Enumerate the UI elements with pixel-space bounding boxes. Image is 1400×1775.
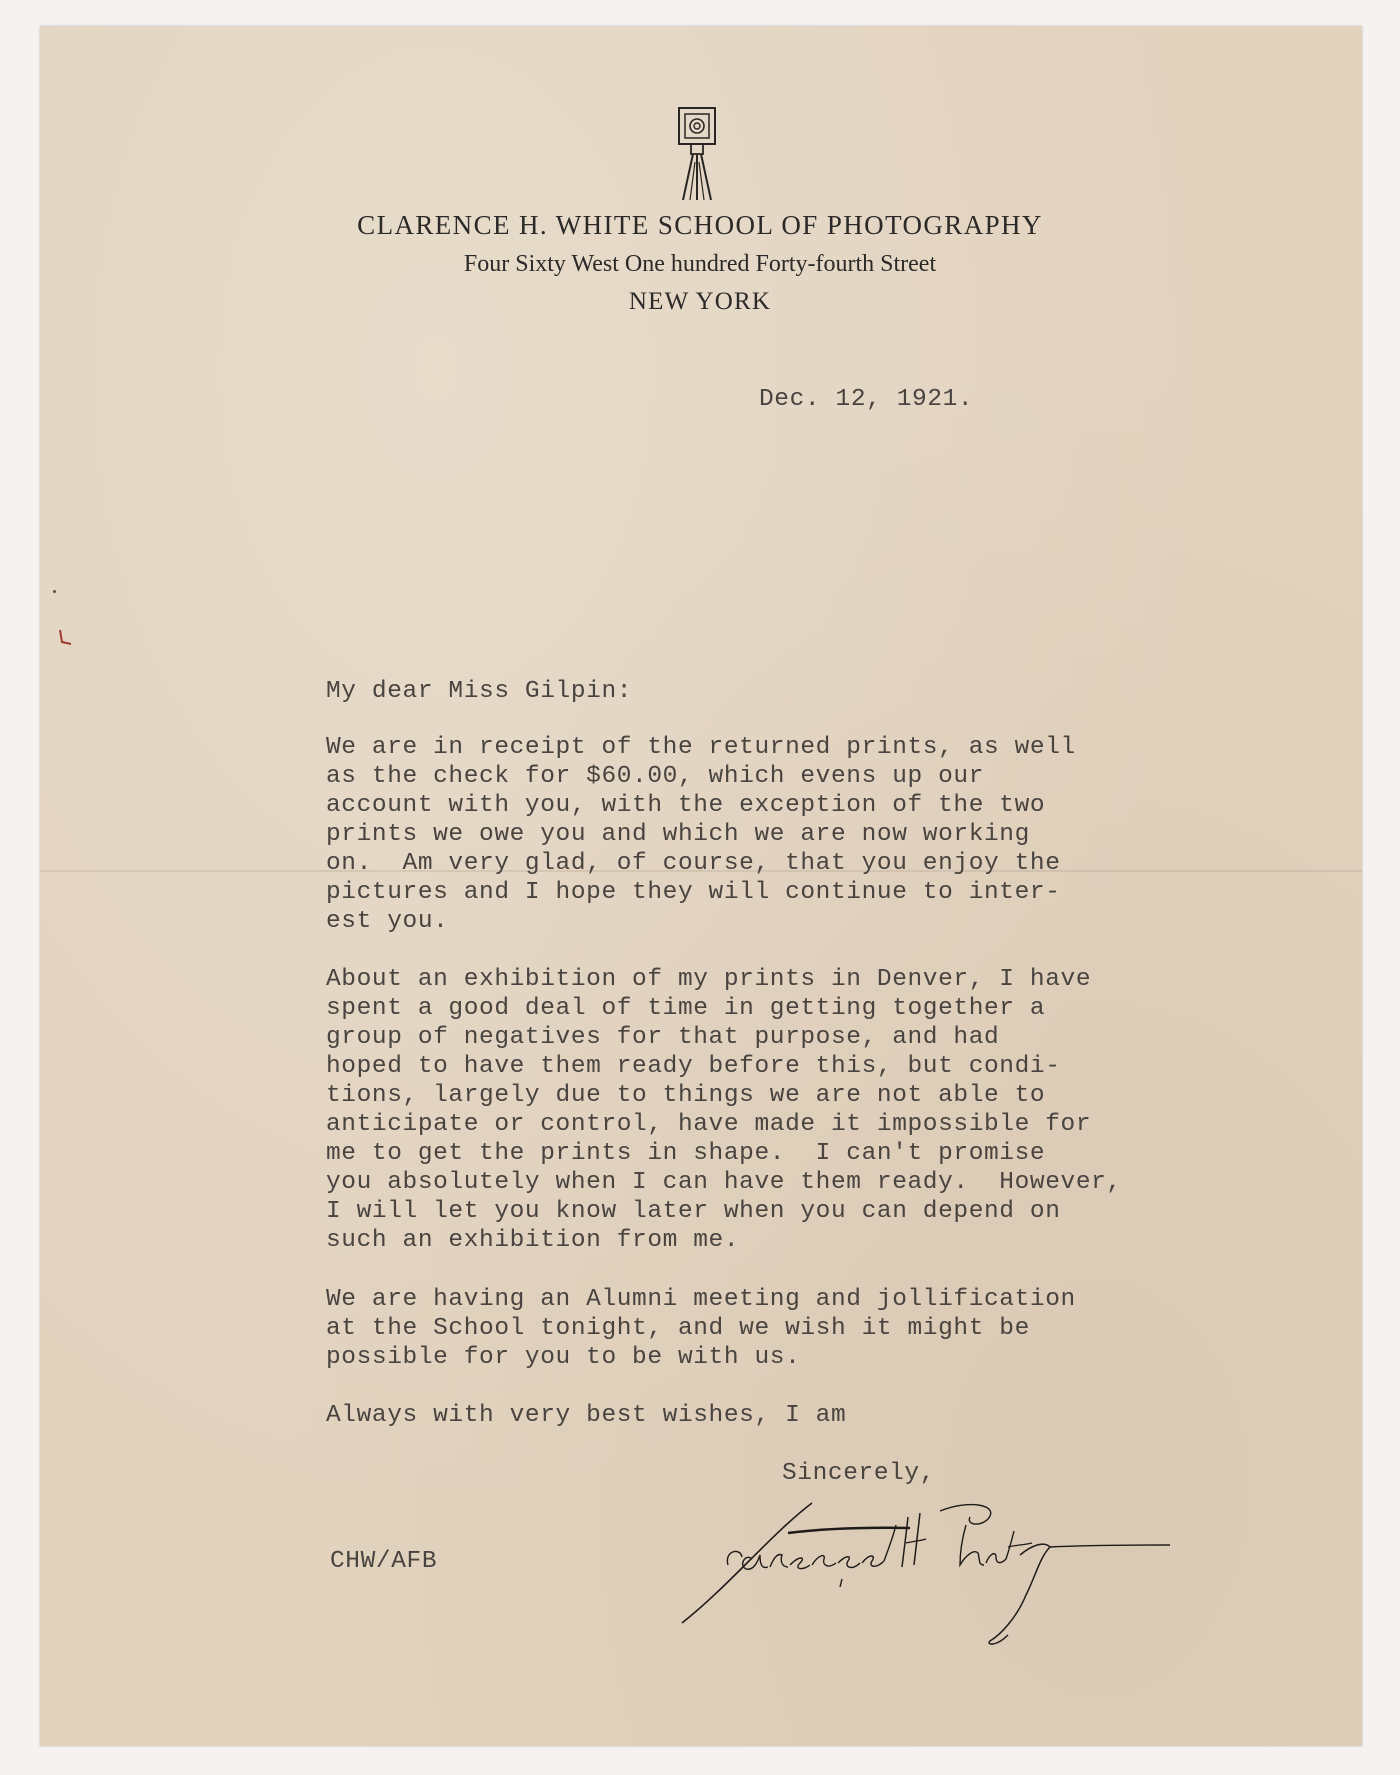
letter-paragraph-1: We are in receipt of the returned prints, as well as the check for $60.00, which evens up our account with you, with the exception of the two prints we owe you and which we are now working on. Am very glad, of course, that you enjoy the pictures and I hope they will continue to inter- est you.	[326, 734, 1076, 935]
letter-closing-line: Always with very best wishes, I am	[326, 1402, 847, 1429]
camera-tripod-icon	[676, 106, 720, 202]
letter-date: Dec. 12, 1921.	[759, 386, 974, 413]
paper-speck	[53, 590, 56, 593]
complimentary-close: Sincerely,	[782, 1460, 936, 1487]
letterhead-city: NEW YORK	[628, 288, 772, 315]
red-pencil-mark	[56, 628, 76, 650]
letter-paragraph-3: We are having an Alumni meeting and jollification at the School tonight, and we wish it might be possible for you to be with us.	[326, 1286, 1076, 1371]
reference-initials: CHW/AFB	[330, 1548, 438, 1575]
handwritten-signature	[670, 1495, 1230, 1655]
letterhead-address: Four Sixty West One hundred Forty-fourth Street	[463, 251, 937, 277]
letter-salutation: My dear Miss Gilpin:	[326, 678, 633, 705]
letter-paragraph-2: About an exhibition of my prints in Denver, I have spent a good deal of time in getting together a group of negatives for that purpose, and had hoped to have them ready before this, but condi- tions, largely due to things we are not able to anticipate or control, have made it impossible for me to get the prints in shape. I can't promise you absolutely when I can have them ready. However, I will let you know later when you can depend on such an exhibition from me.	[326, 966, 1122, 1254]
letterhead-school-name: CLARENCE H. WHITE SCHOOL OF PHOTOGRAPHY	[357, 210, 1043, 240]
